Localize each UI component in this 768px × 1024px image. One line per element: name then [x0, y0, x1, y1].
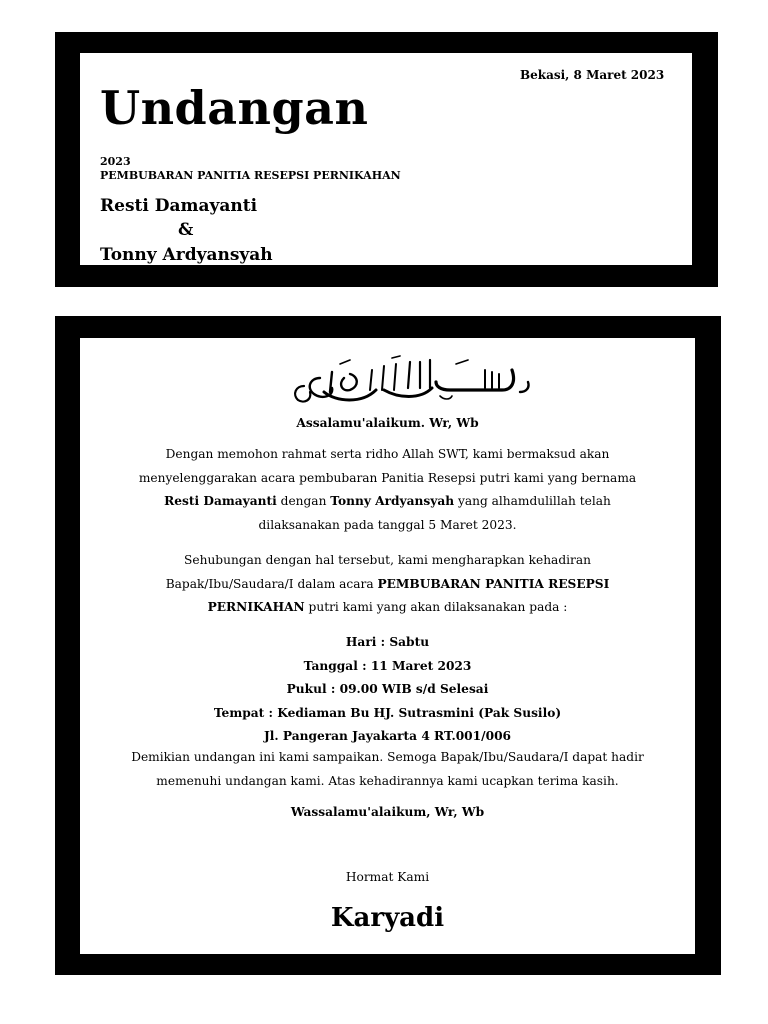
bismillah-calligraphy-icon [280, 352, 540, 412]
regards-text: Hormat Kami [345, 870, 430, 884]
ampersand: & [178, 220, 194, 240]
request-paragraph [80, 549, 695, 620]
closing-line: memenuhi undangan kami. Atas kehadirannya kami ucapkan terima kasih. [156, 773, 619, 788]
header-card [80, 53, 692, 265]
request-line-rest: putri kami yang akan dilaksanakan pada : [304, 600, 568, 614]
event-place: Tempat : Kediaman Bu HJ. Sutrasmini (Pak Susilo) [213, 705, 562, 720]
intro-line: Dengan memohon rahmat serta ridho Allah SWT, kami bermaksud akan [165, 447, 610, 461]
letter-card [80, 338, 695, 954]
bride-name-inline: Resti Damayanti [164, 494, 277, 508]
intro-line: dilaksanakan pada tanggal 5 Maret 2023. [258, 517, 517, 532]
place-date: Bekasi, 8 Maret 2023 [520, 68, 665, 82]
event-date: Tanggal : 11 Maret 2023 [303, 658, 472, 673]
letter-card-frame [55, 316, 721, 975]
request-line: Sehubungan dengan hal tersebut, kami mengharapkan kehadiran [184, 553, 591, 567]
intro-line-rest: yang alhamdulillah telah [454, 494, 611, 508]
event-name: PEMBUBARAN PANITIA RESEPSI PERNIKAHAN [100, 169, 401, 182]
intro-line: menyelenggarakan acara pembubaran Panitia Resepsi putri kami yang bernama [138, 470, 637, 485]
intro-line-names [80, 490, 695, 514]
request-line-event-end [80, 596, 695, 620]
closing-line: Demikian undangan ini kami sampaikan. Semoga Bapak/Ibu/Saudara/I dapat hadir [131, 750, 644, 764]
groom-name-inline: Tonny Ardyansyah [330, 494, 455, 508]
event-address: Jl. Pangeran Jayakarta 4 RT.001/006 [263, 729, 512, 743]
opening-greeting: Assalamu'alaikum. Wr, Wb [296, 416, 479, 430]
header-card-frame [55, 32, 718, 287]
event-day: Hari : Sabtu [345, 635, 430, 649]
closing-paragraph [80, 746, 695, 793]
event-name-inline-end: PERNIKAHAN [207, 600, 305, 614]
event-name-inline: PEMBUBARAN PANITIA RESEPSI [377, 576, 610, 591]
bride-name: Resti Damayanti [100, 196, 258, 216]
event-details [80, 631, 695, 749]
event-year: 2023 [100, 155, 131, 168]
intro-paragraph [80, 443, 695, 537]
invitation-title: Undangan [100, 81, 369, 135]
signature-name: Karyadi [330, 903, 445, 933]
connector-text: dengan [276, 494, 331, 508]
event-time: Pukul : 09.00 WIB s/d Selesai [286, 682, 489, 696]
closing-greeting: Wassalamu'alaikum, Wr, Wb [290, 805, 485, 819]
request-line-start: Bapak/Ibu/Saudara/I dalam acara [165, 576, 378, 591]
groom-name: Tonny Ardyansyah [100, 245, 273, 265]
request-line-event [80, 573, 695, 597]
